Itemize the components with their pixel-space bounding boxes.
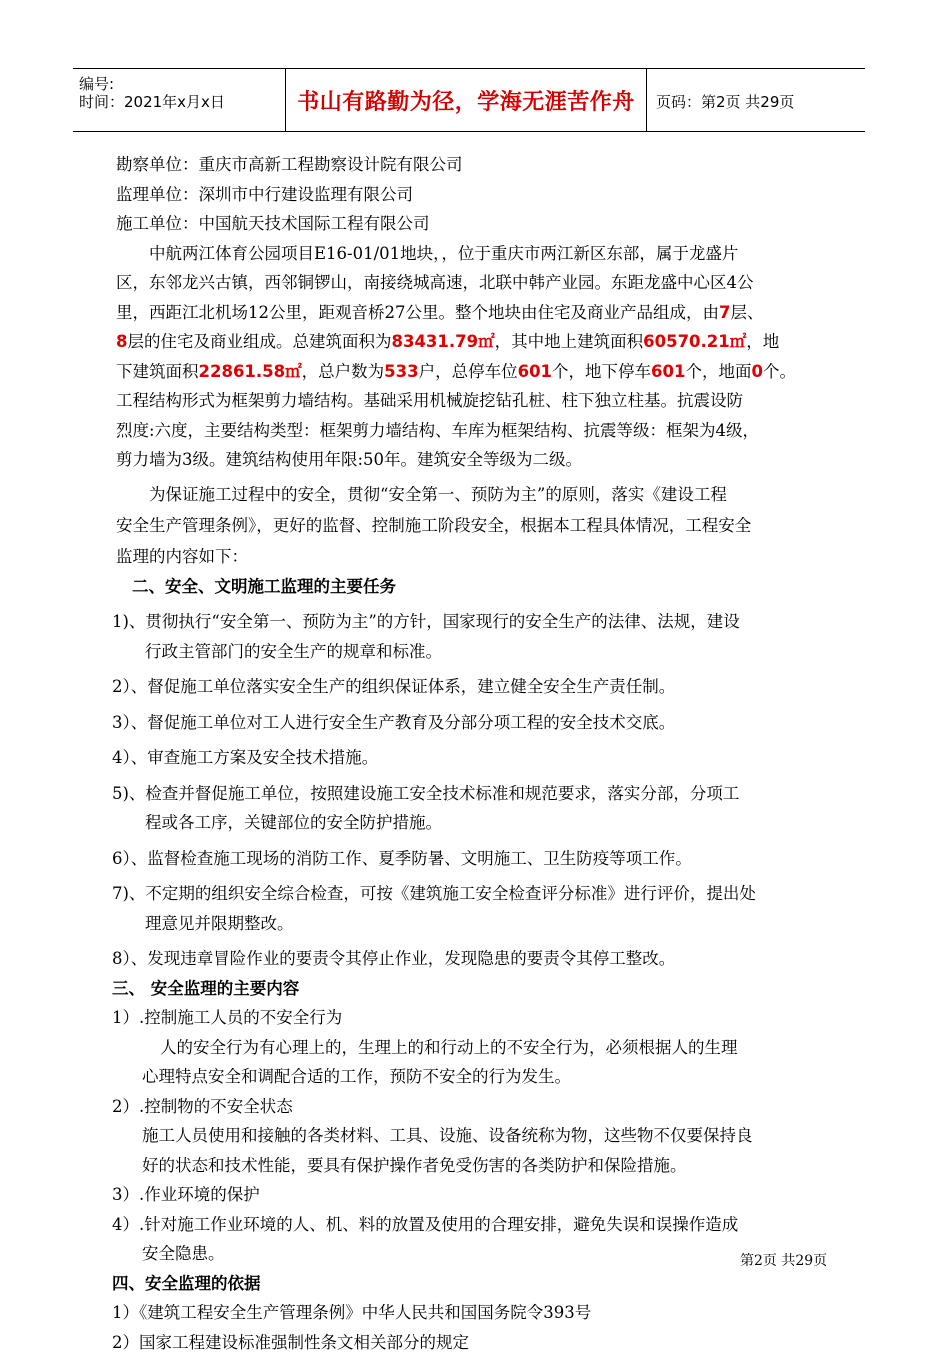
survey-unit: 勘察单位：重庆市高新工程勘察设计院有限公司 [116, 150, 836, 180]
item-continuation: 理意见并限期整改。 [112, 909, 836, 939]
purpose-line: 为保证施工过程中的安全，贯彻“安全第一、预防为主”的原则，落实《建设工程 [116, 479, 836, 510]
item-continuation: 行政主管部门的安全生产的规章和标准。 [112, 637, 836, 667]
list-item [112, 708, 836, 738]
header-left-cell [73, 69, 286, 131]
parking-underground-value: 601 [651, 362, 685, 381]
text: 层的住宅及商业组成。总建筑面积为 [127, 332, 391, 351]
text: ，地 [746, 332, 779, 351]
floors-low-value: 7 [719, 303, 730, 322]
parking-ground-value: 0 [752, 362, 763, 381]
header-page-code: 页码：第2页 共29页 [656, 91, 794, 112]
text: ，总户数为 [302, 362, 385, 381]
section-3-item-1-body: 人的安全行为有心理上的，生理上的和行动上的不安全行为，必须根据人的生理 [112, 1033, 836, 1063]
section-3-title: 三、 安全监理的主要内容 [112, 974, 836, 1004]
text: 层、 [730, 303, 763, 322]
section-3-item-4: 4）.针对施工作业环境的人、机、料的放置及使用的合理安排，避免失误和误操作造成 [112, 1210, 836, 1240]
list-item [112, 672, 836, 702]
text: 个。 [763, 362, 796, 381]
supervision-unit: 监理单位：深圳市中行建设监理有限公司 [116, 180, 836, 210]
list-item [112, 607, 836, 666]
total-area-value: 83431.79㎡ [391, 332, 494, 351]
project-intro [116, 239, 836, 475]
text: 下建筑面积 [116, 362, 199, 381]
text: 个，地下停车 [552, 362, 651, 381]
below-ground-area-value: 22861.58㎡ [199, 362, 302, 381]
intro-line [116, 357, 836, 387]
item-line: 6）、监督检查施工现场的消防工作、夏季防暑、文明施工、卫生防疫等项工作。 [112, 844, 836, 874]
item-continuation: 程或各工序，关键部位的安全防护措施。 [112, 808, 836, 838]
purpose-line: 监理的内容如下： [116, 541, 836, 572]
page-header [73, 68, 865, 132]
item-line: 5)、检查并督促施工单位，按照建设施工安全技术标准和规范要求，落实分部，分项工 [112, 779, 836, 809]
list-item [112, 844, 836, 874]
intro-line: 区，东邻龙兴古镇，西邻铜锣山，南接绕城高速，北联中韩产业园。东距龙盛中心区4公 [116, 268, 836, 298]
text: 里，西距江北机场12公里，距观音桥27公里。整个地块由住宅及商业产品组成，由 [116, 303, 719, 322]
document-number-label: 编号: [79, 73, 114, 94]
intro-line [116, 298, 836, 328]
parking-total-value: 601 [518, 362, 552, 381]
item-line: 4）、审查施工方案及安全技术措施。 [112, 743, 836, 773]
households-value: 533 [384, 362, 418, 381]
list-item [112, 743, 836, 773]
section-3-item-1: 1）.控制施工人员的不安全行为 [112, 1003, 836, 1033]
item-line: 3）、督促施工单位对工人进行安全生产教育及分部分项工程的安全技术交底。 [112, 708, 836, 738]
purpose-paragraph [116, 479, 836, 572]
section-4-item-2: 2）国家工程建设标准强制性条文相关部分的规定 [112, 1328, 836, 1357]
document-time-label: 时间：2021年x月x日 [79, 91, 225, 112]
intro-line: 中航两江体育公园项目E16-01/01地块，，位于重庆市两江新区东部，属于龙盛片 [116, 239, 836, 269]
text: 户，总停车位 [419, 362, 518, 381]
section-2-title: 二、安全、文明施工监理的主要任务 [116, 572, 836, 602]
item-line: 1)、贯彻执行“安全第一、预防为主”的方针，国家现行的安全生产的法律、法规，建设 [112, 607, 836, 637]
purpose-line: 安全生产管理条例》，更好的监督、控制施工阶段安全，根据本工程具体情况，工程安全 [116, 510, 836, 541]
section-3 [112, 974, 836, 1269]
section-3-item-2-body: 好的状态和技术性能，要具有保护操作者免受伤害的各类防护和保险措施。 [112, 1151, 836, 1181]
text: ，其中地上建筑面积 [495, 332, 644, 351]
above-ground-area-value: 60570.21㎡ [643, 332, 746, 351]
section-3-item-2: 2）.控制物的不安全状态 [112, 1092, 836, 1122]
section-3-item-1-body: 心理特点安全和调配合适的工作，预防不安全的行为发生。 [112, 1062, 836, 1092]
text: 个，地面 [686, 362, 752, 381]
section-4-title: 四、安全监理的依据 [112, 1269, 836, 1299]
section-3-item-4-continuation: 安全隐患。 [112, 1239, 836, 1269]
section-4-item-1: 1）《建筑工程安全生产管理条例》中华人民共和国国务院令393号 [112, 1298, 836, 1328]
intro-line: 剪力墙为3级。建筑结构使用年限:50年。建筑安全等级为二级。 [116, 445, 836, 475]
item-line: 2）、督促施工单位落实安全生产的组织保证体系，建立健全安全生产责任制。 [112, 672, 836, 702]
document-body [116, 150, 836, 1357]
page-footer: 第2页 共29页 [740, 1250, 827, 1270]
header-motto: 书山有路勤为径，学海无涯苦作舟 [286, 85, 646, 116]
list-item [112, 879, 836, 938]
item-line: 8）、发现违章冒险作业的要责令其停止作业，发现隐患的要责令其停工整改。 [112, 944, 836, 974]
floors-high-value: 8 [116, 332, 127, 351]
intro-line: 工程结构形式为框架剪力墙结构。基础采用机械旋挖钻孔桩、柱下独立柱基。抗震设防 [116, 386, 836, 416]
construction-unit: 施工单位：中国航天技术国际工程有限公司 [116, 209, 836, 239]
intro-line [116, 327, 836, 357]
item-line: 7)、不定期的组织安全综合检查，可按《建筑施工安全检查评分标准》进行评价，提出处 [112, 879, 836, 909]
list-item [112, 944, 836, 974]
section-2-list [112, 607, 836, 974]
header-right-cell [648, 69, 865, 131]
section-3-item-2-body: 施工人员使用和接触的各类材料、工具、设施、设备统称为物，这些物不仅要保持良 [112, 1121, 836, 1151]
intro-line: 烈度:六度，主要结构类型：框架剪力墙结构、车库为框架结构、抗震等级：框架为4级， [116, 416, 836, 446]
header-middle-cell [286, 69, 647, 131]
list-item [112, 779, 836, 838]
section-3-item-3: 3）.作业环境的保护 [112, 1180, 836, 1210]
